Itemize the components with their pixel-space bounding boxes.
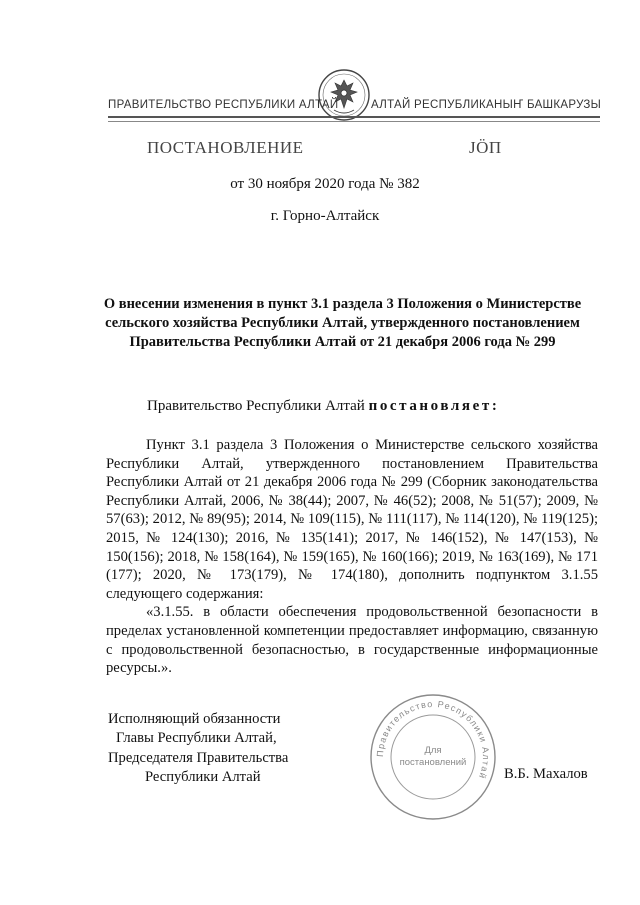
decree-prefix: Правительство Республики Алтай (147, 398, 365, 414)
document-city: г. Горно-Алтайск (270, 208, 380, 224)
doc-type-russian: ПОСТАНОВЛЕНИЕ (147, 138, 304, 157)
header-rule-thick (108, 116, 600, 118)
stamp-center-line-1: Для (424, 745, 442, 756)
document-title: О внесении изменения в пункт 3.1 раздела 3 Положения о Министерстве сельского хозяйства Республики Алтай, утвержденного постановлением Правительства Республики Алтай от 21 декабря 2006 года № 299 (103, 296, 582, 350)
signatory-line-4: Республики Алтай (145, 768, 261, 785)
official-stamp (368, 692, 498, 822)
signatory-line-2: Главы Республики Алтай, (116, 730, 277, 747)
signatory-title (108, 710, 288, 787)
signatory-line-1: Исполняющий обязанности (108, 711, 281, 727)
stamp-center-line-2: постановлений (399, 757, 467, 768)
altai-coat-of-arms-icon (317, 68, 371, 122)
org-name-altai: АЛТАЙ РЕСПУБЛИКАНЫҤ БАШКАРУЗЫ (371, 99, 602, 111)
decree-verb: постановляет: (368, 398, 500, 414)
header-rule-thin (108, 121, 600, 122)
document-body (106, 436, 598, 678)
body-paragraph-2: «3.1.55. в области обеспечения продовольственной безопасности в пределах установленной компетенции предоставляет информацию, связанную с продовольственной безопасностью, в государственные информационные ресурсы.». (106, 604, 598, 677)
signatory-line-3: Председателя Правительства (108, 749, 289, 766)
decree-line (147, 398, 499, 415)
body-paragraph-1: Пункт 3.1 раздела 3 Положения о Министерстве сельского хозяйства Республики Алтай, утвержденного постановлением Правительства Республики Алтай от 21 декабря 2006 года № 299 (Сборник законодательства Республики Алтай, 2006, № 38(44); 2007, № 46(52); 2008, № 51(57); 2009, № 57(63); 2012, № 89(95); 2014, № 109(115), № 111(117), № 114(120), № 119(125); 2015, № 124(130); 2016, № 135(141); 2017, № 146(152), № 147(153), № 150(156); 2018, № 158(164), № 159(165), № 160(166); 2019, № 163(169), № 171 (177); 2020, № 173(179), № 174(180), дополнить подпунктом 3.1.55 следующего содержания: (106, 437, 598, 602)
org-name-russian: ПРАВИТЕЛЬСТВО РЕСПУБЛИКИ АЛТАЙ (108, 99, 339, 111)
stamp-ring-text: Правительство Республики Алтай (374, 698, 492, 781)
signatory-name: В.Б. Махалов (504, 766, 588, 782)
doc-type-altai: ЈÖП (469, 138, 502, 157)
document-date-number: от 30 ноября 2020 года № 382 (230, 176, 420, 192)
